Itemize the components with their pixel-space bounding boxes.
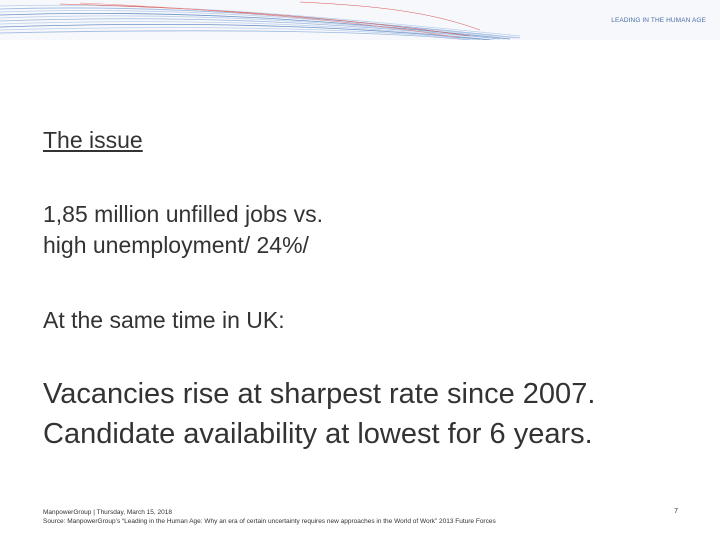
footer-text [43,508,496,526]
issue-heading: The issue [43,127,143,153]
body-line-2: high unemployment/ 24%/ [43,232,309,258]
footer-source: Source: ManpowerGroup’s “Leading in the Human Age: Why an era of certain uncertainty requires new approaches in the World of Work” 2013 Future Forces [43,518,496,525]
page-number: 7 [674,508,678,515]
body-line-3: At the same time in UK: [43,307,285,333]
highlight-line-1: Vacancies rise at sharpest rate since 2007. [43,378,596,410]
body-line-1: 1,85 million unfilled jobs vs. [43,201,323,227]
header-tagline: LEADING IN THE HUMAN AGE [611,17,706,24]
highlight-line-2: Candidate availability at lowest for 6 years. [43,418,593,450]
footer-line-1: ManpowerGroup | Thursday, March 15, 2018 [43,509,172,516]
